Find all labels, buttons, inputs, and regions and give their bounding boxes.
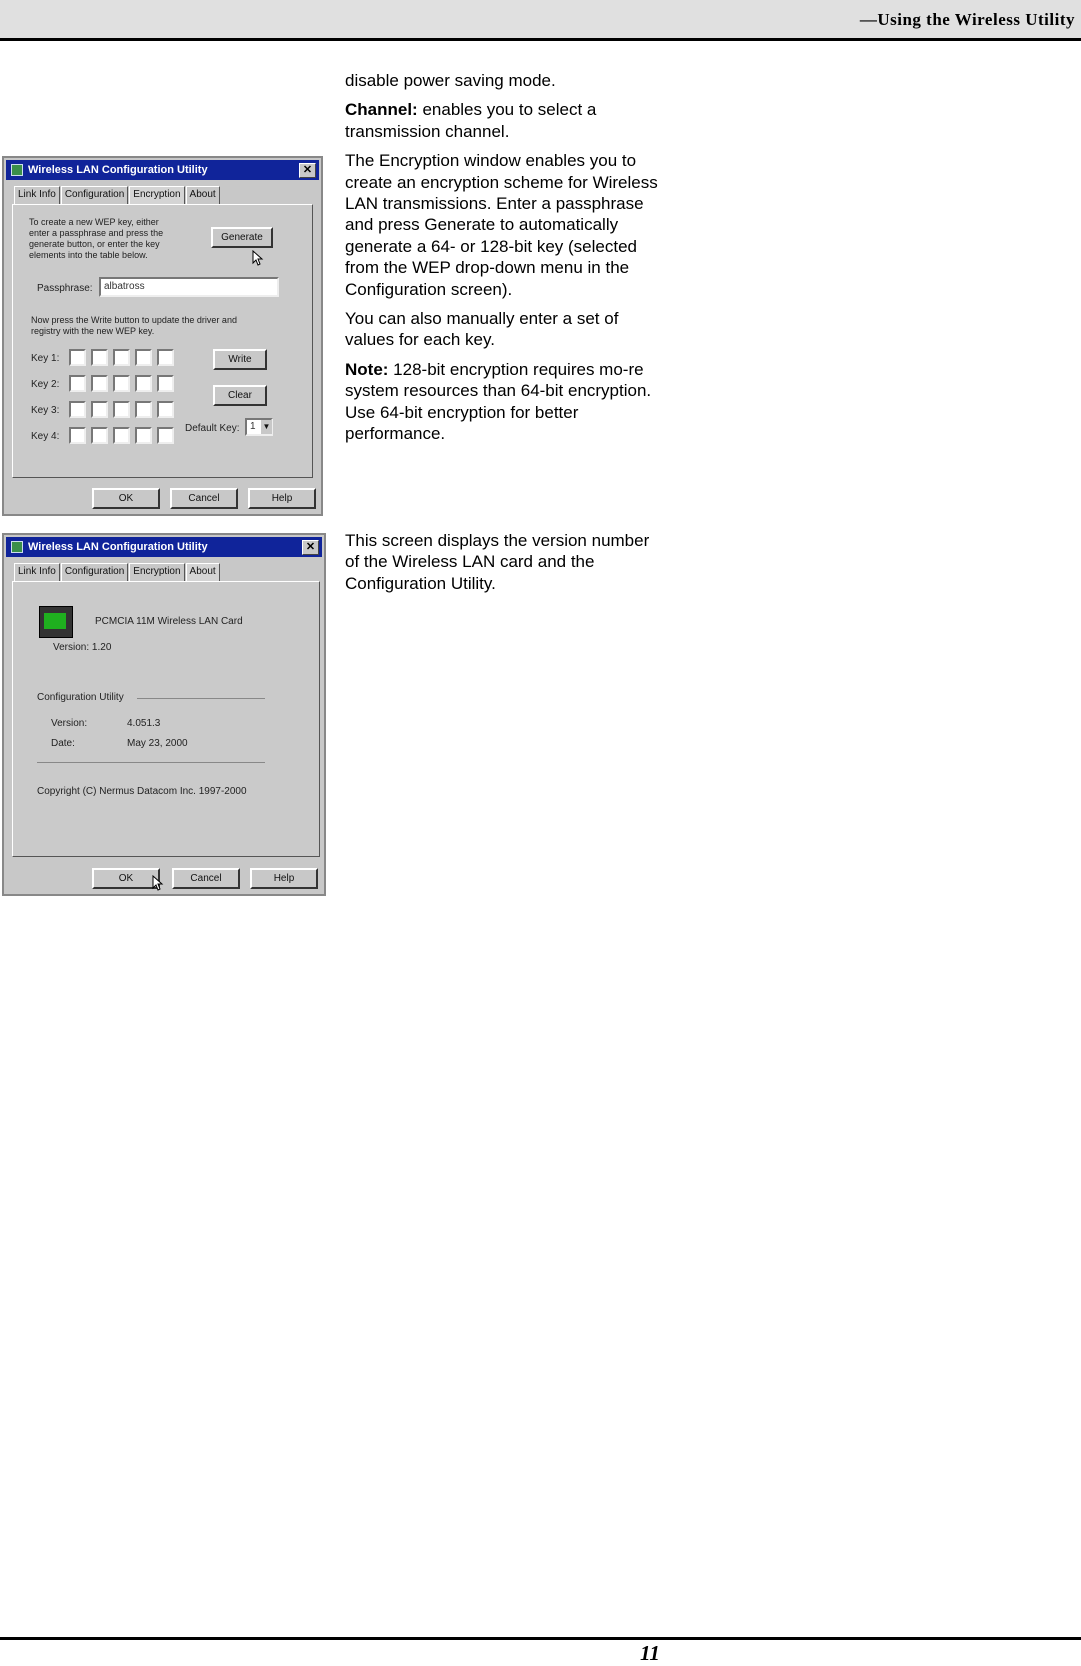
channel-description: enables you to select a transmission channel.	[345, 100, 597, 141]
copyright-text: Copyright (C) Nermus Datacom Inc. 1997-2000	[37, 786, 247, 797]
passphrase-input[interactable]: albatross	[99, 277, 279, 297]
utility-date-label: Date:	[51, 738, 75, 749]
key-4-byte-2[interactable]	[91, 427, 108, 444]
key-4-byte-5[interactable]	[157, 427, 174, 444]
dialog-titlebar	[6, 160, 319, 180]
mouse-cursor-icon	[252, 250, 264, 266]
card-version: Version: 1.20	[53, 642, 112, 653]
about-description	[345, 530, 665, 602]
group-bottom-divider	[37, 762, 265, 763]
about-panel	[12, 581, 320, 857]
key-2-byte-5[interactable]	[157, 375, 174, 392]
manual-key-text: You can also manually enter a set of values for each key.	[345, 309, 619, 350]
encryption-window-text: The Encryption window enables you to create an encryption scheme for Wireless LAN transmissions. Enter a passphrase and press Generate to automatically generate a 64- or 128-bit key (selected from the WEP drop-down menu in the Configuration screen).	[345, 151, 658, 299]
tab-link-info[interactable]: Link Info	[14, 186, 60, 205]
channel-text	[345, 99, 665, 142]
cancel-button[interactable]: Cancel	[170, 488, 238, 509]
wireless-card-icon	[39, 606, 73, 638]
note-label: Note:	[345, 359, 389, 379]
utility-date-value: May 23, 2000	[127, 738, 188, 749]
default-key-label: Default Key:	[185, 423, 240, 434]
power-saving-text: disable power saving mode.	[345, 71, 556, 90]
cancel-button[interactable]: Cancel	[172, 868, 240, 889]
tab-encryption[interactable]: Encryption	[129, 563, 184, 582]
tab-about[interactable]: About	[186, 563, 220, 582]
help-button[interactable]: Help	[250, 868, 318, 889]
card-name: PCMCIA 11M Wireless LAN Card	[95, 616, 243, 627]
write-button[interactable]: Write	[213, 349, 267, 370]
ok-button[interactable]: OK	[92, 488, 160, 509]
note-description: 128-bit encryption requires mo-re system resources than 64-bit encryption. Use 64-bit encryption for better performance.	[345, 359, 652, 444]
key-2-label: Key 2:	[31, 379, 60, 390]
key-1-byte-5[interactable]	[157, 349, 174, 366]
default-key-select[interactable]: 1	[245, 418, 273, 436]
key-3-label: Key 3:	[31, 405, 60, 416]
key-2-byte-4[interactable]	[135, 375, 152, 392]
close-icon[interactable]: ✕	[299, 163, 316, 178]
group-divider	[137, 698, 265, 699]
utility-version-label: Version:	[51, 718, 88, 729]
key-3-byte-3[interactable]	[113, 401, 130, 418]
tab-about[interactable]: About	[186, 186, 220, 205]
footer-rule	[0, 1637, 1081, 1640]
key-2-byte-2[interactable]	[91, 375, 108, 392]
dialog-titlebar	[6, 537, 322, 557]
key-2-byte-3[interactable]	[113, 375, 130, 392]
key-1-byte-3[interactable]	[113, 349, 130, 366]
encryption-panel	[12, 204, 313, 478]
key-3-byte-4[interactable]	[135, 401, 152, 418]
ok-button[interactable]: OK	[92, 868, 160, 889]
tab-bar	[14, 186, 221, 206]
mouse-cursor-icon	[152, 875, 164, 891]
chevron-down-icon[interactable]: ▼	[261, 420, 272, 434]
app-icon	[11, 164, 23, 176]
about-text: This screen displays the version number of the Wireless LAN card and the Configuration Utility.	[345, 531, 650, 593]
passphrase-label: Passphrase:	[37, 283, 93, 294]
close-icon[interactable]: ✕	[302, 540, 319, 555]
key-3-byte-2[interactable]	[91, 401, 108, 418]
about-dialog-screenshot	[2, 533, 326, 896]
tab-bar	[14, 563, 221, 583]
key-1-byte-4[interactable]	[135, 349, 152, 366]
key-4-byte-3[interactable]	[113, 427, 130, 444]
note-text	[345, 359, 665, 445]
dialog-title: Wireless LAN Configuration Utility	[28, 541, 208, 553]
generate-button[interactable]: Generate	[211, 227, 273, 248]
key-1-byte-2[interactable]	[91, 349, 108, 366]
utility-version-value: 4.051.3	[127, 718, 161, 729]
channel-label: Channel:	[345, 100, 418, 120]
key-1-label: Key 1:	[31, 353, 60, 364]
app-icon	[11, 541, 23, 553]
key-4-label: Key 4:	[31, 431, 60, 442]
page-number: 11	[640, 1641, 660, 1665]
dialog-title: Wireless LAN Configuration Utility	[28, 164, 208, 176]
key-1-byte-1[interactable]	[69, 349, 86, 366]
key-4-byte-1[interactable]	[69, 427, 86, 444]
write-instruction: Now press the Write button to update the driver and registry with the new WEP key.	[31, 315, 237, 336]
tab-link-info[interactable]: Link Info	[14, 563, 60, 582]
encryption-description	[345, 70, 665, 453]
tab-configuration[interactable]: Configuration	[61, 563, 128, 582]
page-header	[0, 0, 1081, 41]
tab-configuration[interactable]: Configuration	[61, 186, 128, 205]
key-3-byte-1[interactable]	[69, 401, 86, 418]
tab-encryption[interactable]: Encryption	[129, 186, 184, 205]
key-3-byte-5[interactable]	[157, 401, 174, 418]
encryption-dialog-screenshot	[2, 156, 323, 516]
config-utility-group-label: Configuration Utility	[37, 692, 124, 703]
key-2-byte-1[interactable]	[69, 375, 86, 392]
help-button[interactable]: Help	[248, 488, 316, 509]
wep-instruction: To create a new WEP key, either enter a passphrase and press the generate button, or enter the key elements into the table below.	[29, 217, 164, 260]
clear-button[interactable]: Clear	[213, 385, 267, 406]
key-4-byte-4[interactable]	[135, 427, 152, 444]
header-title: —Using the Wireless Utility	[859, 10, 1075, 29]
